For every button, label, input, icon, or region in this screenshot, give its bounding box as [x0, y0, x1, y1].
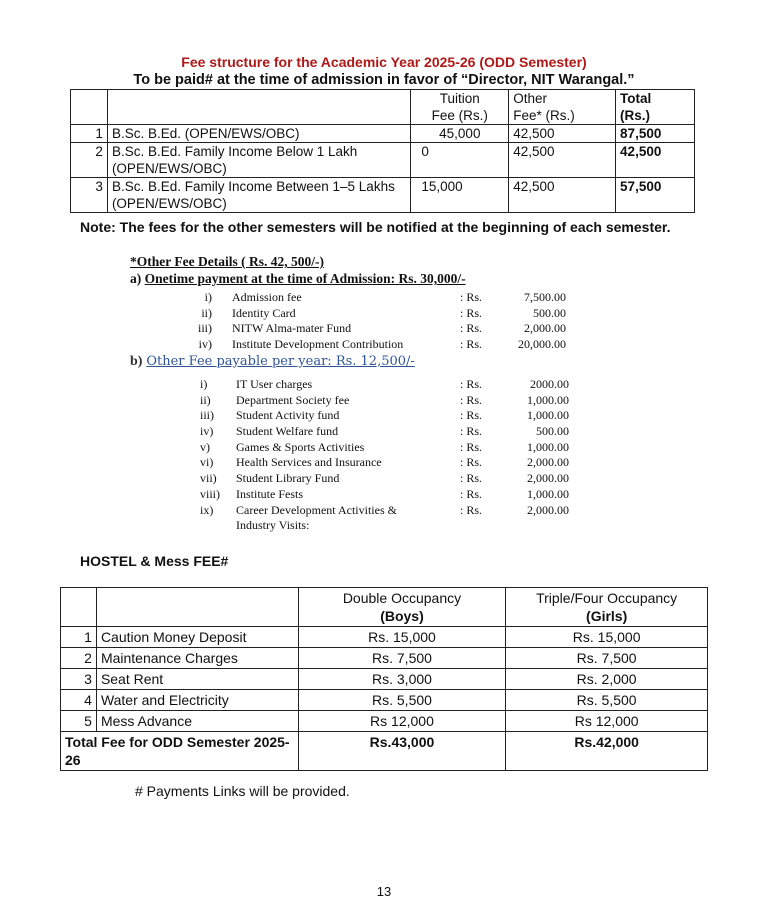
- item-currency: : Rs.: [460, 455, 483, 470]
- triple-fee: Rs 12,000: [506, 711, 708, 732]
- list-item: [0, 377, 768, 393]
- item-amount: 2,000.00: [527, 502, 569, 517]
- header-text: Other: [513, 91, 547, 106]
- table-row: [61, 690, 708, 711]
- item-amount: 2,000.00: [524, 321, 566, 336]
- item-description: Career Development Activities &: [236, 502, 397, 517]
- item-number: ii): [201, 305, 212, 320]
- program-fee-table: [70, 89, 695, 213]
- row-number: 1: [71, 125, 108, 143]
- total-fee: 57,500: [616, 178, 695, 213]
- header-text: Tuition: [439, 91, 480, 106]
- header-text: Fee (Rs.): [431, 108, 488, 123]
- table-row: [71, 125, 695, 143]
- tuition-fee: 0: [411, 143, 509, 178]
- header-text: (Girls): [586, 608, 628, 624]
- double-fee: Rs. 3,000: [298, 669, 506, 690]
- total-fee: 42,500: [616, 143, 695, 178]
- item-number: viii): [200, 486, 220, 501]
- list-item: [0, 321, 768, 337]
- semester-note: Note: The fees for the other semesters will be notified at the beginning of each semester.: [80, 219, 671, 235]
- annual-fee-list: [0, 377, 768, 534]
- total-double: Rs.43,000: [298, 732, 506, 771]
- other-fee-details-heading: *Other Fee Details ( Rs. 42, 500/-): [130, 254, 324, 269]
- item-amount: 7,500.00: [524, 290, 566, 304]
- item-description: Department Society fee: [236, 392, 350, 407]
- header-cell: [96, 588, 298, 627]
- row-number: 4: [61, 690, 97, 711]
- item-currency: : Rs.: [460, 424, 483, 439]
- item-description: Industry Visits:: [236, 518, 310, 533]
- item-description: Games & Sports Activities: [236, 439, 365, 454]
- triple-fee: Rs. 5,500: [506, 690, 708, 711]
- item-currency: : Rs.: [460, 321, 483, 336]
- item-description: Student Welfare fund: [236, 424, 339, 439]
- list-item: [0, 440, 768, 456]
- item-amount: 1,000.00: [527, 486, 569, 501]
- item-number: i): [204, 290, 212, 304]
- item-number: iii): [198, 321, 212, 336]
- table-row: [61, 648, 708, 669]
- item-number: vii): [200, 471, 217, 486]
- list-item: [0, 503, 768, 519]
- item-amount: 1,000.00: [527, 408, 569, 423]
- table-header-row: [71, 90, 695, 125]
- list-item-continued: [0, 518, 768, 534]
- row-number: 2: [71, 143, 108, 178]
- row-number: 3: [71, 178, 108, 213]
- list-item: [0, 455, 768, 471]
- double-fee: Rs. 5,500: [298, 690, 506, 711]
- payments-note: # Payments Links will be provided.: [135, 783, 350, 799]
- header-double-occupancy: [298, 588, 506, 627]
- item-currency: : Rs.: [460, 439, 483, 454]
- item-number: ii): [200, 392, 211, 407]
- triple-fee: Rs. 2,000: [506, 669, 708, 690]
- item-amount: 1,000.00: [527, 439, 569, 454]
- item-description: Health Services and Insurance: [236, 455, 382, 470]
- table-row: [61, 711, 708, 732]
- item-amount: 20,000.00: [518, 337, 566, 352]
- table-row: [61, 669, 708, 690]
- table-header-row: [61, 588, 708, 627]
- double-fee: Rs 12,000: [298, 711, 506, 732]
- header-cell: [107, 90, 410, 125]
- item-currency: : Rs.: [460, 486, 483, 501]
- header-text: (Boys): [380, 608, 424, 624]
- item-amount: 1,000.00: [527, 392, 569, 407]
- hostel-fee-table: [60, 587, 708, 771]
- program-name: B.Sc. B.Ed. Family Income Below 1 Lakh (OPEN/EWS/OBC): [107, 143, 410, 178]
- header-tuition: [411, 90, 509, 125]
- total-fee: 87,500: [616, 125, 695, 143]
- fee-item: Caution Money Deposit: [96, 627, 298, 648]
- item-description: Institute Fests: [236, 486, 304, 501]
- row-number: 1: [61, 627, 97, 648]
- item-description: Student Activity fund: [236, 408, 340, 423]
- list-item: [0, 408, 768, 424]
- row-number: 3: [61, 669, 97, 690]
- double-fee: Rs. 15,000: [298, 627, 506, 648]
- header-text: (Rs.): [620, 108, 651, 123]
- section-b-label: b): [130, 354, 143, 369]
- triple-fee: Rs. 15,000: [506, 627, 708, 648]
- fee-item: Seat Rent: [96, 669, 298, 690]
- other-fee: 42,500: [509, 125, 616, 143]
- fee-item: Water and Electricity: [96, 690, 298, 711]
- item-currency: : Rs.: [460, 377, 483, 391]
- header-text: Double Occupancy: [342, 590, 462, 606]
- section-b-heading: [130, 352, 415, 370]
- program-name: B.Sc. B.Ed. Family Income Between 1–5 Lakhs (OPEN/EWS/OBC): [107, 178, 410, 213]
- item-number: i): [200, 377, 208, 391]
- item-description: NITW Alma-mater Fund: [232, 321, 352, 336]
- header-triple-occupancy: [506, 588, 708, 627]
- other-fee: 42,500: [509, 143, 616, 178]
- list-item: [0, 487, 768, 503]
- item-currency: : Rs.: [460, 290, 483, 304]
- item-number: v): [200, 439, 210, 454]
- program-name: B.Sc. B.Ed. (OPEN/EWS/OBC): [107, 125, 410, 143]
- list-item: [0, 393, 768, 409]
- item-currency: : Rs.: [460, 471, 483, 486]
- item-amount: 500.00: [536, 424, 569, 439]
- item-amount: 2,000.00: [527, 455, 569, 470]
- item-description: Admission fee: [232, 290, 302, 304]
- table-row: [71, 178, 695, 213]
- header-total: [616, 90, 695, 125]
- item-number: vi): [200, 455, 214, 470]
- header-cell: [71, 90, 108, 125]
- item-amount: 500.00: [533, 305, 566, 320]
- fee-item: Mess Advance: [96, 711, 298, 732]
- section-a-text: Onetime payment at the time of Admission: Rs. 30,000/-: [144, 271, 466, 286]
- section-a-heading: [130, 271, 466, 287]
- item-currency: : Rs.: [460, 502, 483, 517]
- tuition-fee: 45,000: [411, 125, 509, 143]
- double-fee: Rs. 7,500: [298, 648, 506, 669]
- header-text: Fee* (Rs.): [513, 108, 575, 123]
- header-text: Triple/Four Occupancy: [536, 590, 678, 606]
- table-row: [61, 627, 708, 648]
- list-item: [0, 424, 768, 440]
- item-number: ix): [200, 502, 214, 517]
- row-number: 2: [61, 648, 97, 669]
- item-number: iv): [198, 337, 212, 352]
- section-b-text: Other Fee payable per year: Rs. 12,500/-: [146, 354, 415, 369]
- onetime-fee-list: [0, 290, 768, 353]
- item-description: Student Library Fund: [236, 471, 340, 486]
- item-currency: : Rs.: [460, 305, 483, 320]
- table-total-row: [61, 732, 708, 771]
- section-a-label: a): [130, 271, 142, 286]
- total-label: Total Fee for ODD Semester 2025-26: [61, 732, 299, 771]
- item-currency: : Rs.: [460, 408, 483, 423]
- header-text: Total: [620, 91, 652, 106]
- page-number: 13: [376, 884, 392, 899]
- document-subtitle: To be paid# at the time of admission in favor of “Director, NIT Warangal.”: [133, 72, 635, 88]
- item-description: Institute Development Contribution: [232, 337, 404, 352]
- item-description: IT User charges: [236, 377, 313, 391]
- item-number: iii): [200, 408, 214, 423]
- item-description: Identity Card: [232, 305, 296, 320]
- item-amount: 2,000.00: [527, 471, 569, 486]
- table-row: [71, 143, 695, 178]
- row-number: 5: [61, 711, 97, 732]
- triple-fee: Rs. 7,500: [506, 648, 708, 669]
- list-item: [0, 471, 768, 487]
- header-other: [509, 90, 616, 125]
- other-fee: 42,500: [509, 178, 616, 213]
- tuition-fee: 15,000: [411, 178, 509, 213]
- item-amount: 2000.00: [530, 377, 569, 391]
- list-item: [0, 290, 768, 306]
- header-cell: [61, 588, 97, 627]
- list-item: [0, 337, 768, 353]
- document-title: Fee structure for the Academic Year 2025-26 (ODD Semester): [181, 54, 587, 70]
- item-number: iv): [200, 424, 214, 439]
- total-triple: Rs.42,000: [506, 732, 708, 771]
- item-currency: : Rs.: [460, 392, 483, 407]
- fee-item: Maintenance Charges: [96, 648, 298, 669]
- list-item: [0, 306, 768, 322]
- hostel-section-title: HOSTEL & Mess FEE#: [80, 553, 229, 569]
- item-currency: : Rs.: [460, 337, 483, 352]
